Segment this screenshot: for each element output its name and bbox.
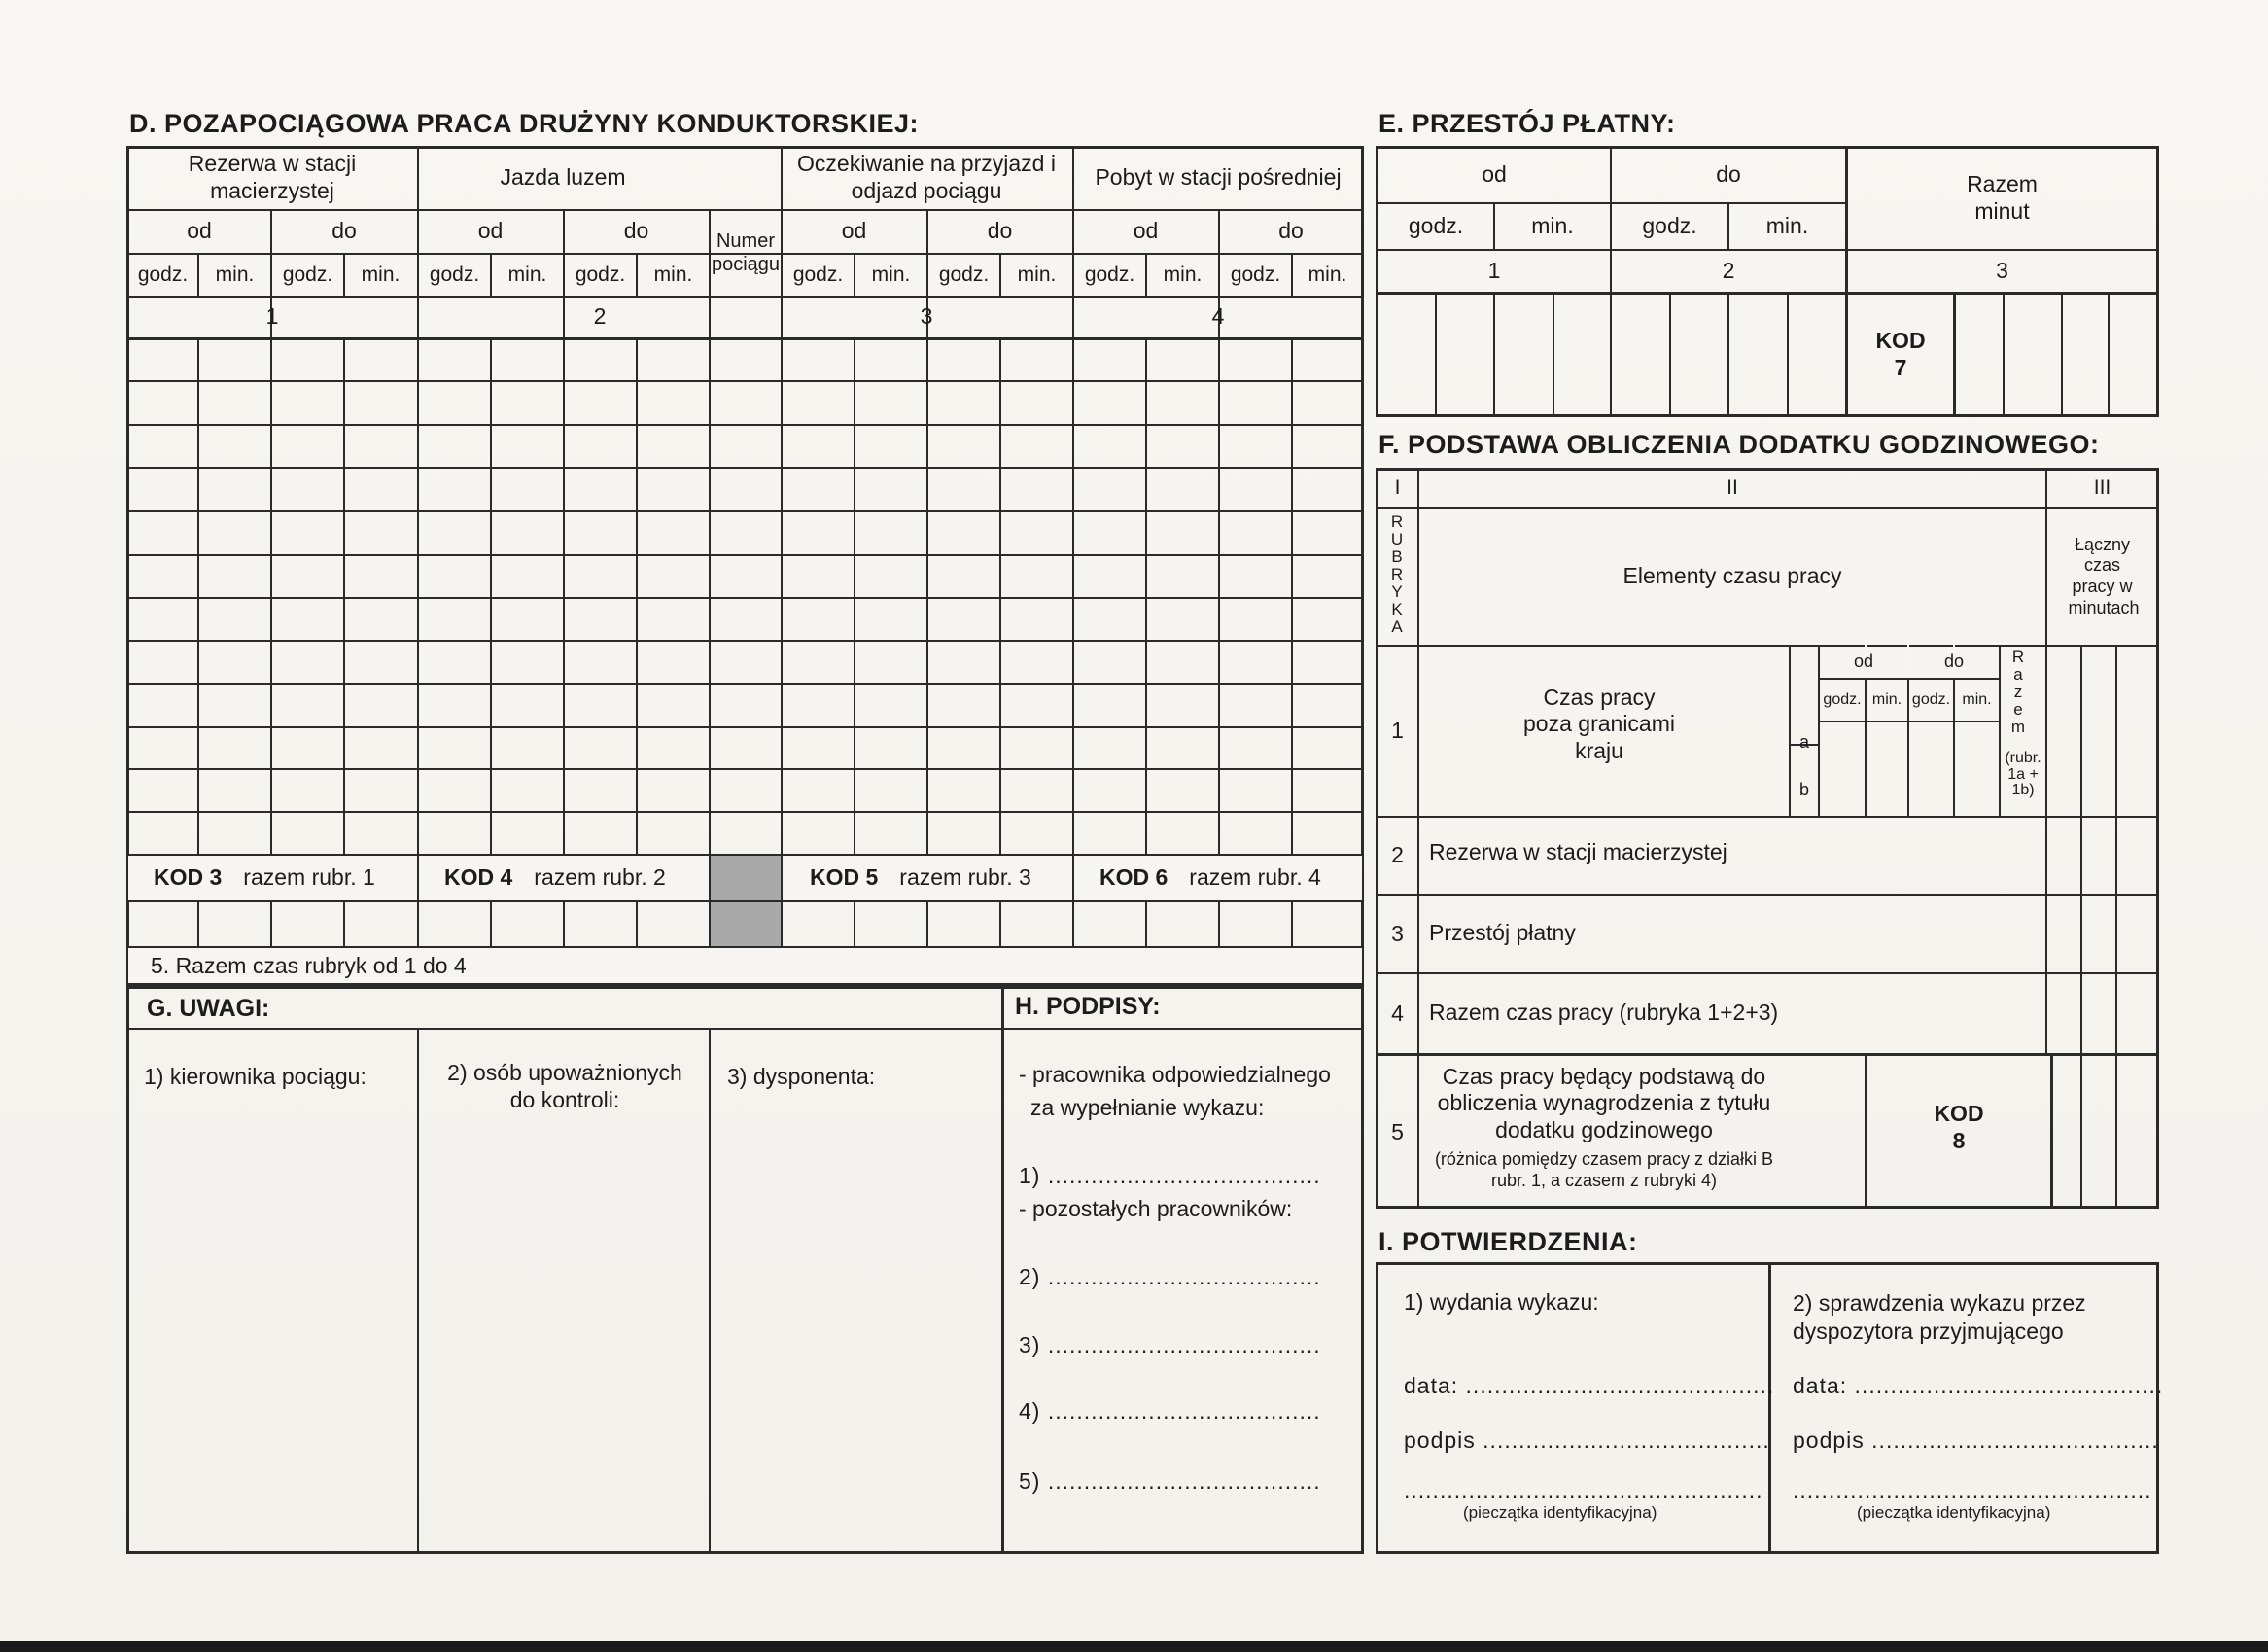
d-col-number: 2	[593, 303, 607, 330]
d-od: od	[187, 218, 212, 244]
g-col3: 3) dysponenta:	[727, 1064, 876, 1089]
e-col-number: 3	[1996, 258, 2008, 284]
h-pozostali: - pozostałych pracowników:	[1019, 1196, 1293, 1221]
f-row1-b: b	[1798, 780, 1809, 800]
section-d-title: D. POZAPOCIĄGOWA PRACA DRUŻYNY KONDUKTORSKIEJ:	[129, 109, 920, 138]
f-row2-label: Rezerwa w stacji macierzystej	[1429, 839, 1727, 864]
f-right-divider	[2080, 645, 2082, 1053]
e-body-divider	[1669, 292, 1671, 417]
g-header-line	[126, 1028, 1004, 1030]
f-row-line	[1376, 816, 2159, 818]
f-row1-od: od	[1853, 651, 1874, 672]
h-sig3[interactable]: 3) ......................................	[1019, 1332, 1321, 1357]
f-row1-min: min.	[1962, 691, 1992, 709]
i-col2-title: 2) sprawdzenia wykazu przez dyspozytora przyjmującego	[1793, 1290, 2086, 1344]
d-godz: godz.	[575, 264, 626, 287]
d-body-row-line	[126, 510, 1364, 512]
d-od: od	[1133, 218, 1159, 244]
e-min: min.	[1765, 213, 1809, 239]
f-row1-min: min.	[1871, 691, 1902, 709]
e-razem-minut-label: Razem minut	[1967, 171, 2038, 224]
d-razem4: razem rubr. 4	[1189, 864, 1321, 891]
f-row-line	[1376, 894, 2159, 896]
h-sig2[interactable]: 2) ......................................	[1019, 1264, 1321, 1289]
e-kod-number: 7	[1894, 355, 1907, 380]
e-kod-label: KOD	[1875, 328, 1926, 354]
section-i-title: I. POTWIERDZENIA:	[1378, 1227, 1638, 1256]
d-min: min.	[653, 264, 693, 287]
f-row1-a: a	[1798, 732, 1809, 753]
d-kod4: KOD 4	[444, 864, 513, 891]
i-data2[interactable]: data: ...........................................	[1793, 1373, 2164, 1398]
i-podpis2[interactable]: podpis ........................................	[1793, 1427, 2159, 1453]
e-body-divider	[2061, 292, 2063, 417]
f-row1-divider	[1865, 721, 1867, 816]
d-body-row-line	[126, 424, 1364, 426]
e-od: od	[1482, 161, 1507, 188]
d-body-row-line	[126, 768, 1364, 770]
d-godz: godz.	[938, 264, 990, 287]
f-row1-godz: godz.	[1823, 691, 1862, 709]
section-f-title: F. PODSTAWA OBLICZENIA DODATKU GODZINOWEGO:	[1378, 430, 2100, 459]
d-body-row-line	[126, 683, 1364, 685]
d-numer-pociagu: Numer pociągu	[711, 230, 781, 275]
i-dots2[interactable]: ..................................................	[1793, 1478, 2152, 1503]
i-col1-title: 1) wydania wykazu:	[1404, 1289, 1599, 1315]
d-do: do	[331, 218, 357, 244]
f-row1-label-text: Czas pracy poza granicami kraju	[1523, 684, 1675, 763]
d-godz: godz.	[137, 264, 189, 287]
h-sig1[interactable]: 1) ......................................	[1019, 1163, 1321, 1188]
f-row1-divider	[1907, 721, 1909, 816]
f-row1-do: do	[1943, 651, 1965, 672]
f-header-line	[1376, 645, 2159, 647]
e-body-divider	[2003, 292, 2005, 417]
f-row4-num: 4	[1391, 1000, 1404, 1026]
f-rubr-note	[2001, 736, 2045, 814]
f-row2-num: 2	[1391, 842, 1404, 868]
d-min: min.	[1308, 264, 1347, 287]
f-kod-label: KOD	[1934, 1101, 1984, 1127]
d-min: min.	[361, 264, 401, 287]
d-kod6: KOD 6	[1099, 864, 1169, 891]
d-min: min.	[507, 264, 547, 287]
i-podpis1[interactable]: podpis ........................................	[1404, 1427, 1770, 1453]
f-elementy: Elementy czasu pracy	[1622, 563, 1842, 589]
i-stamp2: (pieczątka identyfikacyjna)	[1857, 1503, 2051, 1522]
d-col-number: 1	[265, 303, 279, 330]
d-od: od	[477, 218, 504, 244]
d-kod5-cell	[783, 856, 1070, 900]
d-col-pobyt: Pobyt w stacji pośredniej	[1095, 164, 1342, 191]
f-row5-divider	[2080, 1053, 2082, 1209]
e-godz: godz.	[1408, 213, 1464, 239]
i-col-divider	[1768, 1262, 1771, 1554]
d-col-jazda: Jazda luzem	[500, 164, 626, 191]
f-row5-divider	[2115, 1053, 2117, 1209]
d-razem2: razem rubr. 2	[534, 864, 666, 891]
d-do: do	[1278, 218, 1304, 244]
f-razem-vertical: R a z e m	[2010, 648, 2026, 736]
e-body-divider	[1787, 292, 1789, 417]
f-row3-num: 3	[1391, 920, 1404, 946]
i-stamp1: (pieczątka identyfikacyjna)	[1463, 1503, 1657, 1522]
f-row1-divider	[1953, 721, 1955, 816]
h-line-a: - pracownika odpowiedzialnego	[1019, 1062, 1331, 1087]
d-kod3-cell	[128, 856, 416, 900]
d-godz: godz.	[792, 264, 844, 287]
g-col1: 1) kierownika pociągu:	[144, 1064, 366, 1089]
d-godz: godz.	[1084, 264, 1135, 287]
d-kod3: KOD 3	[154, 864, 223, 891]
d-od: od	[841, 218, 867, 244]
i-data1[interactable]: data: ...........................................	[1404, 1373, 1775, 1398]
d-kod-line-top	[126, 854, 1364, 856]
d-kod4-cell	[419, 856, 709, 900]
g-col-divider	[709, 1028, 711, 1554]
e-godz: godz.	[1642, 213, 1697, 239]
section-h-title: H. PODPISY:	[1015, 993, 1161, 1020]
d-kod5: KOD 5	[810, 864, 879, 891]
e-body-divider	[1553, 292, 1554, 417]
d-razem-czas: 5. Razem czas rubryk od 1 do 4	[151, 953, 467, 978]
e-razem-minut	[1848, 148, 2156, 249]
f-row-line	[1376, 972, 2159, 974]
f-row1-label	[1517, 671, 1682, 778]
d-body-row-line	[126, 640, 1364, 642]
d-kod-line-mid	[126, 900, 1364, 902]
d-body-row-line	[126, 597, 1364, 599]
section-g-title: G. UWAGI:	[147, 995, 270, 1022]
f-laczny	[2047, 515, 2157, 638]
e-body-divider	[1435, 292, 1437, 417]
e-min: min.	[1531, 213, 1574, 239]
f-row5-num: 5	[1391, 1118, 1404, 1144]
f-row5-label-text: Czas pracy będący podstawą do obliczenia wynagrodzenia z tytułu dodatku godzinowego	[1437, 1063, 1771, 1142]
d-godz: godz.	[429, 264, 480, 287]
f-row4-label: Razem czas pracy (rubryka 1+2+3)	[1429, 1000, 1779, 1025]
f-rubr-note-text: (rubr. 1a + 1b)	[2005, 749, 2041, 799]
d-min: min.	[215, 264, 255, 287]
d-kod6-cell	[1074, 856, 1362, 900]
d-razem1: razem rubr. 1	[243, 864, 375, 891]
d-col-number: 3	[920, 303, 933, 330]
d-razem3: razem rubr. 3	[899, 864, 1031, 891]
f-row1-num: 1	[1391, 718, 1404, 744]
f-row5-note-text: (różnica pomiędzy czasem pracy z działki B rubr. 1, a czasem z rubryki 4)	[1434, 1149, 1774, 1190]
d-col-oczekiwanie: Oczekiwanie na przyjazd i odjazd pociągu	[797, 151, 1056, 203]
f-col-ii: II	[1727, 476, 1738, 500]
f-col-iii: III	[2093, 476, 2111, 500]
section-e-title: E. PRZESTÓJ PŁATNY:	[1378, 109, 1676, 138]
d-do: do	[623, 218, 649, 244]
d-min: min.	[871, 264, 911, 287]
e-body-divider	[1493, 292, 1495, 417]
h-sig4[interactable]: 4) ......................................	[1019, 1398, 1321, 1424]
d-min: min.	[1163, 264, 1203, 287]
e-kod	[1848, 316, 1953, 394]
e-do: do	[1716, 161, 1741, 188]
g-col-divider	[417, 1028, 419, 1554]
d-do: do	[987, 218, 1013, 244]
f-row1-godz: godz.	[1911, 691, 1951, 709]
e-col-number: 1	[1487, 258, 1501, 284]
e-col-number: 2	[1722, 258, 1735, 284]
f-kod-number: 8	[1952, 1128, 1966, 1153]
d-body-row-line	[126, 467, 1364, 469]
d-body-row-line	[126, 380, 1364, 382]
d-body-row-line	[126, 554, 1364, 556]
d-col-number: 4	[1211, 303, 1225, 330]
e-body-divider	[1727, 292, 1729, 417]
d-col-rezerwa: Rezerwa w stacji macierzystej	[188, 151, 357, 203]
d-godz: godz.	[282, 264, 333, 287]
f-col-i: I	[1394, 476, 1401, 500]
d-body-row-line	[126, 811, 1364, 813]
f-row5-label	[1424, 1065, 1784, 1142]
scanner-edge	[0, 1641, 2268, 1652]
e-body-divider	[2108, 292, 2110, 417]
d-godz: godz.	[1230, 264, 1281, 287]
d-body-row-line	[126, 726, 1364, 728]
f-row5-note	[1424, 1145, 1784, 1196]
f-kod	[1867, 1084, 2050, 1172]
h-header-line	[1001, 1028, 1364, 1030]
h-sig5[interactable]: 5) ......................................	[1019, 1468, 1321, 1494]
h-line-b: za wypełnianie wykazu:	[1030, 1095, 1265, 1120]
f-laczny-label: Łączny czas pracy w minutach	[2068, 534, 2140, 617]
d-min: min.	[1017, 264, 1057, 287]
g-col2-text: 2) osób upoważnionych do kontroli:	[447, 1060, 682, 1112]
d-header-line	[126, 337, 1364, 340]
i-dots1[interactable]: ..................................................	[1404, 1478, 1763, 1503]
f-rubryka-vertical: R U B R Y K A	[1390, 512, 1404, 636]
g-col2	[424, 1058, 706, 1116]
f-row3-label: Przestój płatny	[1429, 920, 1576, 945]
f-right-divider	[2115, 645, 2117, 1053]
